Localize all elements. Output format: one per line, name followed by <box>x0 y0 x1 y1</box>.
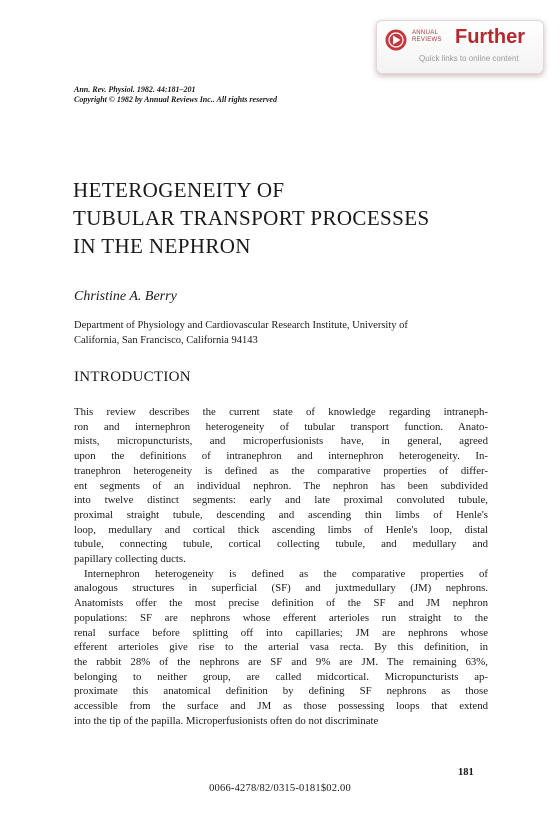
article-title: HETEROGENEITY OF TUBULAR TRANSPORT PROCESSES IN THE NEPHRON <box>73 178 430 258</box>
further-label: Further <box>455 26 525 48</box>
body-line: efferent arterioles give rise to the arterial vasa recta. By this definition, in <box>74 641 488 654</box>
annual-reviews-logo-icon <box>385 29 407 51</box>
body-line: into the tip of the papilla. Microperfusionists often do not discriminate <box>74 714 379 727</box>
section-heading: INTRODUCTION <box>74 369 191 385</box>
body-line: Anatomists offer the most precise definition of the SF and JM nephron <box>74 597 488 610</box>
body-line: This review describes the current state of knowledge regarding intraneph- <box>74 406 488 418</box>
body-line: loop, medullary and cortical thick ascending limbs of Henle's loop, distal <box>74 523 488 536</box>
body-line: tubule, connecting tubule, cortical collecting tubule, and medullary and <box>74 538 488 551</box>
body-line: belonging to neither group, are called midcortical. Micropuncturists ap- <box>74 670 488 683</box>
body-line: tranephron heterogeneity is defined as the comparative properties of differ- <box>74 464 488 477</box>
body-line: analogous structures in superficial (SF) and juxtmedullary (JM) nephrons. <box>74 582 488 595</box>
body-line: renal surface before splitting off into capillaries; JM are nephrons whose <box>74 626 488 639</box>
citation-line: Ann. Rev. Physiol. 1982. 44:181–201 <box>74 85 196 94</box>
annual-reviews-further-badge[interactable] <box>376 20 544 74</box>
citation-block <box>74 85 374 105</box>
body-line: proximate this anatomical definition by defining SF nephrons as those <box>74 685 488 698</box>
copyright-line: Copyright © 1982 by Annual Reviews Inc.. All rights reserved <box>74 95 277 104</box>
body-line: into twelve distinct segments: early and late proximal convoluted tubule, <box>74 494 488 507</box>
body-line: papillary collecting ducts. <box>74 553 186 566</box>
body-line: accessible from the surface and JM as those possessing loops that extend <box>74 700 488 713</box>
quick-links-tagline: Quick links to online content <box>419 54 519 63</box>
page-number: 181 <box>458 767 474 778</box>
annual-reviews-wordmark: ANNUAL REVIEWS <box>412 30 442 43</box>
body-line: Internephron heterogeneity is defined as the comparative properties of <box>84 567 488 580</box>
body-line: the rabbit 28% of the nephrons are SF and 9% are JM. The remaining 63%, <box>74 655 488 668</box>
body-line: proximal straight tubule, descending and ascending thin limbs of Henle's <box>74 508 488 521</box>
body-line: mists, micropuncturists, and microperfusionists have, in general, agreed <box>74 435 488 448</box>
author-affiliation: Department of Physiology and Cardiovascular Research Institute, University of California, San Francisco, California 94143 <box>74 320 408 346</box>
body-line: ron and internephron heterogeneity of tubular transport function. Anato- <box>74 420 488 433</box>
body-line: populations: SF are nephrons whose efferent arterioles run straight to the <box>74 611 488 624</box>
body-line: ent segments of an individual nephron. The nephron has been subdivided <box>74 479 488 492</box>
footer-code: 0066-4278/82/0315-0181$02.00 <box>209 783 351 794</box>
author-name: Christine A. Berry <box>74 289 177 304</box>
body-line: upon the definitions of intranephron and internephron heterogeneity. In- <box>74 450 488 463</box>
body-text <box>74 405 488 728</box>
